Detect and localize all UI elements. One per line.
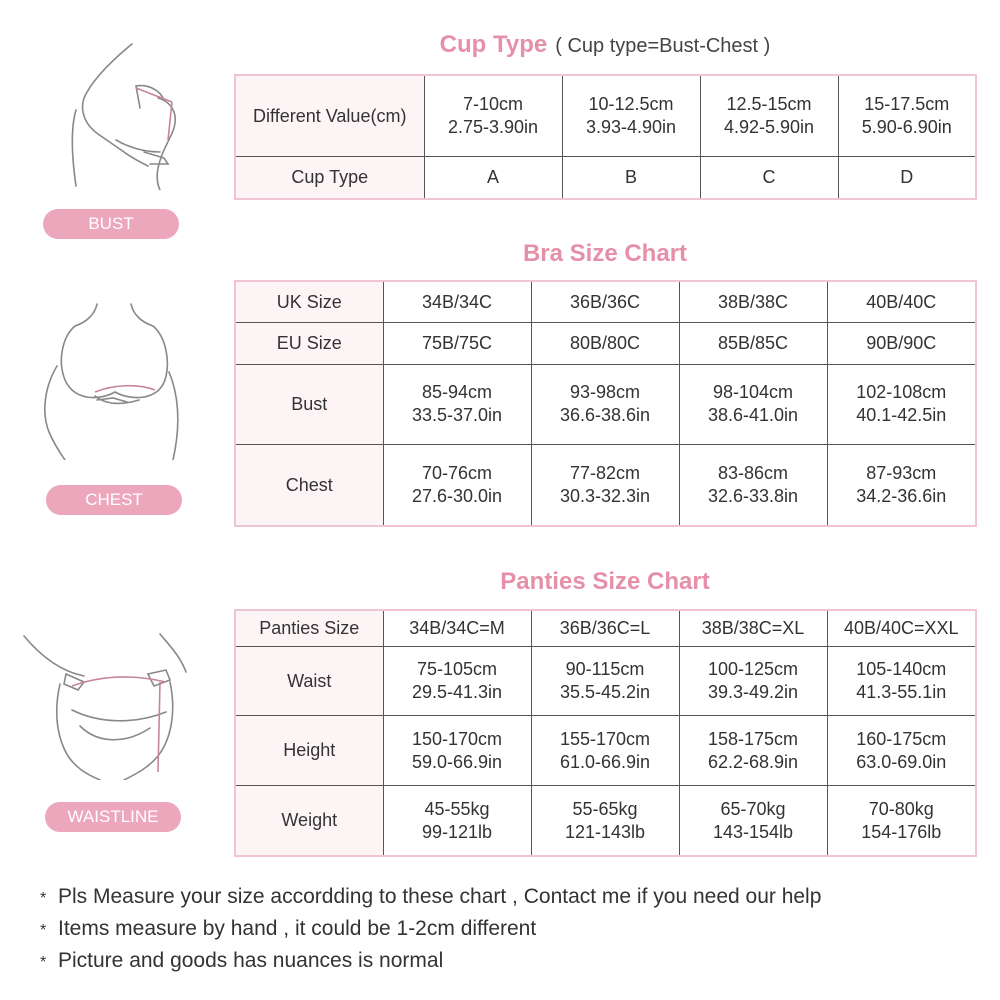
table-cell xyxy=(531,281,679,323)
cell-text: 155-170cm xyxy=(559,728,651,749)
cell-text: 38B/38C xyxy=(717,291,789,312)
cell-text: C xyxy=(762,167,776,188)
cell-text: 35.5-45.2in xyxy=(559,682,651,703)
chest-label: CHEST xyxy=(46,485,182,515)
table-cell xyxy=(679,445,827,526)
cell-text: 34.2-36.6in xyxy=(856,486,947,507)
cell-text: Panties Size xyxy=(259,617,360,638)
table-cell xyxy=(679,646,827,716)
table-cell xyxy=(679,610,827,646)
table-cell xyxy=(531,786,679,856)
cell-text: 85-94cm xyxy=(421,382,493,403)
row-header-cell xyxy=(235,364,383,445)
cell-text: 27.6-30.0in xyxy=(411,486,503,507)
cell-text: 38.6-41.0in xyxy=(707,405,799,426)
cell-text: 38B/38C=XL xyxy=(701,617,805,638)
table-row xyxy=(235,323,976,364)
cup-type-title xyxy=(235,31,975,59)
table-row xyxy=(235,157,976,199)
table-row xyxy=(235,445,976,526)
cell-text: 33.5-37.0in xyxy=(411,405,503,426)
cell-text: 34B/34C=M xyxy=(409,617,505,638)
cell-text: 30.3-32.3in xyxy=(559,486,651,507)
cell-text: UK Size xyxy=(276,291,342,312)
cell-text: Bust xyxy=(291,393,328,414)
bust-label: BUST xyxy=(43,209,179,239)
table-cell xyxy=(827,364,976,445)
cell-text: Waist xyxy=(287,670,332,691)
row-header-cell xyxy=(235,786,383,856)
cell-text: 70-76cm xyxy=(421,463,493,484)
bra-size-title: Bra Size Chart xyxy=(522,240,688,267)
note-item xyxy=(40,882,821,914)
table-cell xyxy=(383,281,531,323)
table-cell xyxy=(531,323,679,364)
note-text: Items measure by hand , it could be 1-2cm different xyxy=(58,917,537,940)
table-cell xyxy=(562,157,700,199)
cell-text: 65-70kg xyxy=(720,798,786,819)
cell-text: 99-121lb xyxy=(421,821,493,842)
table-cell xyxy=(531,445,679,526)
cell-text: 100-125cm xyxy=(707,659,799,680)
cup-type-subtitle: ( Cup type=Bust-Chest ) xyxy=(555,35,771,57)
row-header-cell xyxy=(235,157,424,199)
table-cell xyxy=(424,157,562,199)
cell-text: 160-175cm xyxy=(856,728,947,749)
cell-text: 154-176lb xyxy=(861,821,942,842)
table-cell xyxy=(383,716,531,786)
table-cell xyxy=(383,323,531,364)
table-cell xyxy=(679,716,827,786)
cell-text: 2.75-3.90in xyxy=(447,117,539,138)
table-cell xyxy=(383,445,531,526)
cell-text: 5.90-6.90in xyxy=(861,117,952,138)
cell-text: 90-115cm xyxy=(565,659,645,680)
bra-size-table xyxy=(234,280,977,527)
asterisk-icon: * xyxy=(40,954,47,971)
cell-text: 102-108cm xyxy=(856,382,947,403)
cell-text: 40B/40C xyxy=(866,291,937,312)
cell-text: 75-105cm xyxy=(416,659,498,680)
cell-text: 158-175cm xyxy=(707,728,799,749)
cell-text: 39.3-49.2in xyxy=(707,682,799,703)
cell-text: 77-82cm xyxy=(569,463,641,484)
table-cell xyxy=(700,157,838,199)
note-text: Pls Measure your size accordding to these chart , Contact me if you need our help xyxy=(58,885,822,908)
cell-text: 10-12.5cm xyxy=(588,94,674,115)
table-cell xyxy=(827,445,976,526)
chest-figure-icon xyxy=(35,300,185,460)
cell-text: D xyxy=(900,167,914,188)
table-cell xyxy=(383,646,531,716)
table-cell xyxy=(531,646,679,716)
table-row xyxy=(235,364,976,445)
cell-text: 59.0-66.9in xyxy=(411,751,503,772)
cell-text: Different Value(cm) xyxy=(253,105,407,126)
cell-text: 36B/36C=L xyxy=(559,617,651,638)
table-cell xyxy=(679,281,827,323)
table-cell xyxy=(679,786,827,856)
cell-text: 150-170cm xyxy=(411,728,503,749)
cell-text: Cup Type xyxy=(291,167,369,188)
table-cell xyxy=(827,716,976,786)
table-row xyxy=(235,716,976,786)
cell-text: 85B/85C xyxy=(717,333,789,354)
cell-text: Chest xyxy=(285,474,333,495)
note-text: Picture and goods has nuances is normal xyxy=(58,949,444,972)
cup-type-table xyxy=(234,74,977,200)
cell-text: EU Size xyxy=(276,333,342,354)
cell-text: 29.5-41.3in xyxy=(411,682,503,703)
asterisk-icon: * xyxy=(40,922,47,939)
cell-text: 93-98cm xyxy=(569,382,641,403)
cell-text: Height xyxy=(283,740,336,761)
row-header-cell xyxy=(235,281,383,323)
cell-text: 7-10cm xyxy=(462,94,524,115)
table-cell xyxy=(383,786,531,856)
cell-text: 121-143lb xyxy=(564,821,646,842)
row-header-cell xyxy=(235,610,383,646)
table-cell xyxy=(827,786,976,856)
notes-list xyxy=(40,882,821,978)
table-row xyxy=(235,610,976,646)
table-cell xyxy=(562,75,700,157)
table-cell xyxy=(531,610,679,646)
cell-text: 36.6-38.6in xyxy=(559,405,651,426)
cell-text: 15-17.5cm xyxy=(864,94,950,115)
cell-text: 90B/90C xyxy=(866,333,937,354)
cell-text: 3.93-4.90in xyxy=(585,117,677,138)
cell-text: 83-86cm xyxy=(717,463,789,484)
note-item xyxy=(40,946,821,978)
row-header-cell xyxy=(235,445,383,526)
cell-text: 70-80kg xyxy=(868,798,934,819)
cell-text: 105-140cm xyxy=(856,659,947,680)
panties-size-title: Panties Size Chart xyxy=(500,568,710,595)
cell-text: 62.2-68.9in xyxy=(707,751,799,772)
cell-text: 80B/80C xyxy=(569,333,641,354)
cell-text: 12.5-15cm xyxy=(726,94,812,115)
table-cell xyxy=(531,364,679,445)
panties-size-table xyxy=(234,609,977,857)
cell-text: 41.3-55.1in xyxy=(856,682,947,703)
table-cell xyxy=(700,75,838,157)
table-cell xyxy=(838,157,976,199)
cell-text: Weight xyxy=(281,810,338,831)
cell-text: 34B/34C xyxy=(421,291,493,312)
cell-text: 45-55kg xyxy=(424,798,490,819)
note-item xyxy=(40,914,821,946)
row-header-cell xyxy=(235,646,383,716)
table-cell xyxy=(827,323,976,364)
table-cell xyxy=(827,610,976,646)
cell-text: A xyxy=(486,167,499,188)
bust-figure-icon xyxy=(40,40,200,190)
cell-text: 40.1-42.5in xyxy=(856,405,947,426)
cell-text: 40B/40C=XXL xyxy=(843,617,959,638)
cell-text: 75B/75C xyxy=(421,333,493,354)
table-cell xyxy=(679,364,827,445)
cell-text: 87-93cm xyxy=(866,463,937,484)
table-cell xyxy=(383,364,531,445)
row-header-cell xyxy=(235,323,383,364)
table-row xyxy=(235,786,976,856)
cell-text: 98-104cm xyxy=(712,382,794,403)
cell-text: 63.0-69.0in xyxy=(856,751,947,772)
cell-text: 32.6-33.8in xyxy=(707,486,799,507)
cell-text: 61.0-66.9in xyxy=(559,751,651,772)
table-cell xyxy=(531,716,679,786)
cup-type-heading: Cup Type xyxy=(439,31,548,58)
table-cell xyxy=(827,646,976,716)
table-cell xyxy=(383,610,531,646)
table-cell xyxy=(424,75,562,157)
table-row xyxy=(235,75,976,157)
cell-text: 36B/36C xyxy=(569,291,641,312)
cell-text: 4.92-5.90in xyxy=(723,117,815,138)
table-row xyxy=(235,281,976,323)
waistline-label: WAISTLINE xyxy=(45,802,181,832)
row-header-cell xyxy=(235,75,424,157)
table-cell xyxy=(827,281,976,323)
table-row xyxy=(235,646,976,716)
waist-figure-icon xyxy=(20,630,195,780)
table-cell xyxy=(838,75,976,157)
table-cell xyxy=(679,323,827,364)
cell-text: 143-154lb xyxy=(712,821,794,842)
asterisk-icon: * xyxy=(40,890,47,907)
row-header-cell xyxy=(235,716,383,786)
cell-text: B xyxy=(624,167,637,188)
cell-text: 55-65kg xyxy=(572,798,638,819)
